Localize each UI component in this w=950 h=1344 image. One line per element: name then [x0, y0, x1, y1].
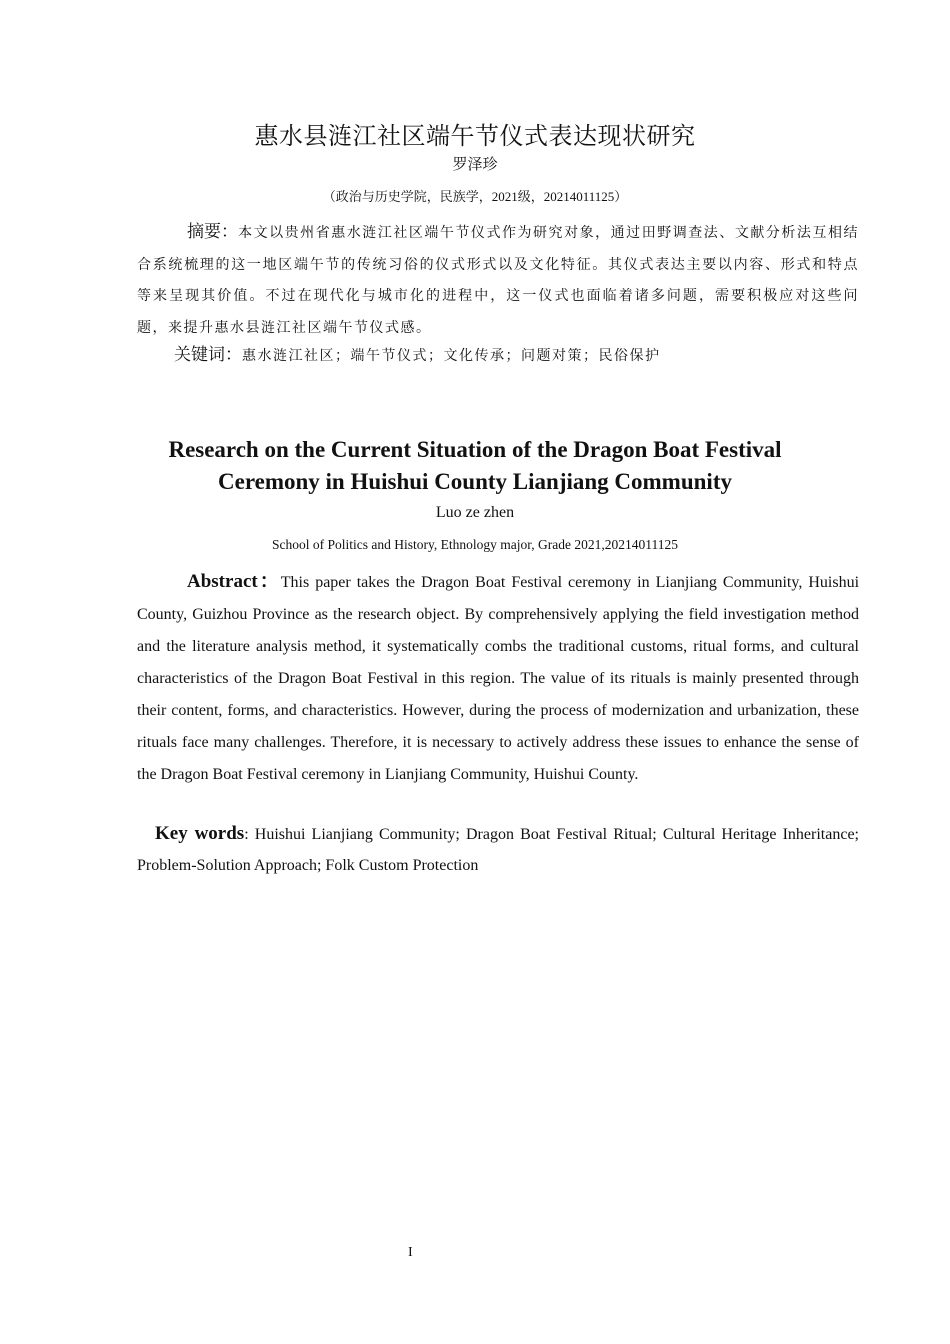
english-keywords-text: Huishui Lianjiang Community; Dragon Boat Festival Ritual; Cultural Heritage Inheritance; Problem-Solution Approach; Folk Custom Protection [137, 826, 860, 874]
chinese-abstract-text: 本文以贵州省惠水涟江社区端午节仪式作为研究对象，通过田野调查法、文献分析法互相结合系统梳理的这一地区端午节的传统习俗的仪式形式以及文化特征。其仪式表达主要以内容、形式和特点等来呈现其价值。不过在现代化与城市化的进程中，这一仪式也面临着诸多问题，需要积极应对这些问题，来提升惠水县涟江社区端午节仪式感。 [137, 225, 860, 336]
english-author: Luo ze zhen [435, 504, 515, 521]
chinese-author: 罗泽珍 [452, 155, 498, 173]
english-abstract [137, 566, 859, 791]
english-abstract-text: This paper takes the Dragon Boat Festival ceremony in Lianjiang Community, Huishui County, Guizhou Province as the research object. By comprehensively applying the field investigation method and the literature analysis method, it systematically combs the traditional customs, ritual forms, and cultural characteristics of the Dragon Boat Festival in this region. The value of its rituals is mainly presented through their content, forms, and characteristics. However, during the process of modernization and urbanization, these rituals face many challenges. Therefore, it is necessary to actively address these issues to enhance the sense of the Dragon Boat Festival ceremony in Lianjiang Community, Huishui County. [137, 574, 860, 783]
chinese-abstract-label: 摘要： [187, 222, 239, 242]
chinese-affiliation: （政治与历史学院，民族学，2021级，20214011125） [322, 189, 628, 204]
english-abstract-label: Abstract： [187, 571, 281, 592]
english-affiliation: School of Politics and History, Ethnology major, Grade 2021,20214011125 [272, 537, 678, 552]
page-number: I [408, 1245, 413, 1260]
chinese-keywords-label: 关键词： [174, 345, 242, 365]
chinese-keywords-text: 惠水涟江社区；端午节仪式；文化传承；问题对策；民俗保护 [242, 348, 661, 364]
english-keywords [137, 818, 859, 881]
chinese-keywords [137, 340, 859, 373]
english-keywords-separator: : [244, 826, 255, 843]
chinese-abstract [137, 217, 859, 344]
chinese-title: 惠水县涟江社区端午节仪式表达现状研究 [254, 122, 696, 150]
english-title-text: Research on the Current Situation of the Dragon Boat Festival Ceremony in Huishui County Lianjiang Community [168, 437, 782, 494]
english-title [0, 434, 950, 498]
english-keywords-label: Key words [155, 823, 245, 844]
